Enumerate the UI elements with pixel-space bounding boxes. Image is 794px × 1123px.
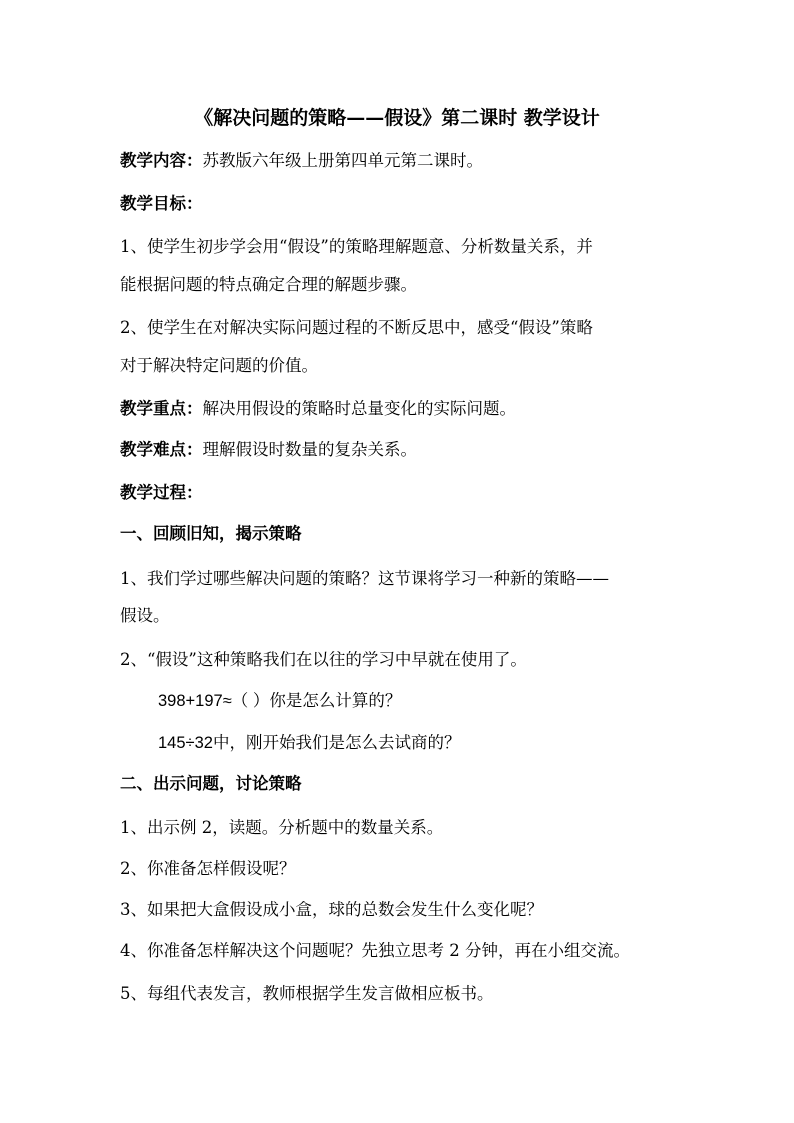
example-1-expression: 398+197≈（ ） bbox=[158, 692, 270, 710]
example-2-line bbox=[158, 731, 460, 755]
objectives-heading: 教学目标： bbox=[120, 194, 203, 213]
example-2-expression: 145÷32 bbox=[158, 734, 213, 752]
key-point-line bbox=[120, 397, 516, 421]
section-1-heading: 一、回顾旧知，揭示策略 bbox=[120, 524, 302, 543]
section-2-item-3: 3、如果把大盒假设成小盒，球的总数会发生什么变化呢？ bbox=[120, 900, 543, 919]
section-2-item-1: 1、出示例 2，读题。分析题中的数量关系。 bbox=[120, 818, 444, 837]
section-2-heading: 二、出示问题，讨论策略 bbox=[120, 774, 302, 793]
teaching-content-label: 教学内容： bbox=[120, 151, 203, 170]
teaching-content-text: 苏教版六年级上册第四单元第二课时。 bbox=[202, 151, 483, 170]
difficulty-label: 教学难点： bbox=[120, 440, 203, 459]
document-title: 《解决问题的策略——假设》第二课时 教学设计 bbox=[194, 107, 600, 129]
example-1-question: 你是怎么计算的？ bbox=[269, 691, 402, 710]
difficulty-text: 理解假设时数量的复杂关系。 bbox=[202, 440, 417, 459]
section-1-item-2: 2、“假设”这种策略我们在以往的学习中早就在使用了。 bbox=[120, 650, 527, 669]
objective-2-line-2: 对于解决特定问题的价值。 bbox=[120, 356, 318, 375]
process-heading: 教学过程： bbox=[120, 483, 203, 502]
section-2-item-4: 4、你准备怎样解决这个问题呢？先独立思考 2 分钟，再在小组交流。 bbox=[120, 941, 630, 960]
teaching-content-line bbox=[120, 149, 483, 173]
key-point-text: 解决用假设的策略时总量变化的实际问题。 bbox=[202, 399, 516, 418]
objective-2-line-1: 2、使学生在对解决实际问题过程的不断反思中，感受“假设”策略 bbox=[120, 318, 593, 337]
objective-1-line-2: 能根据问题的特点确定合理的解题步骤。 bbox=[120, 275, 417, 294]
section-1-item-1-line-2: 假设。 bbox=[120, 606, 170, 625]
section-1-item-1-line-1: 1、我们学过哪些解决问题的策略？这节课将学习一种新的策略—— bbox=[120, 569, 609, 588]
objective-1-line-1: 1、使学生初步学会用“假设”的策略理解题意、分析数量关系，并 bbox=[120, 237, 593, 256]
example-1-line bbox=[158, 689, 401, 713]
example-2-question: 中，刚开始我们是怎么去试商的？ bbox=[212, 733, 461, 752]
key-point-label: 教学重点： bbox=[120, 399, 203, 418]
section-2-item-2: 2、你准备怎样假设呢？ bbox=[120, 859, 296, 878]
section-2-item-5: 5、每组代表发言，教师根据学生发言做相应板书。 bbox=[120, 984, 494, 1003]
difficulty-line bbox=[120, 438, 417, 462]
